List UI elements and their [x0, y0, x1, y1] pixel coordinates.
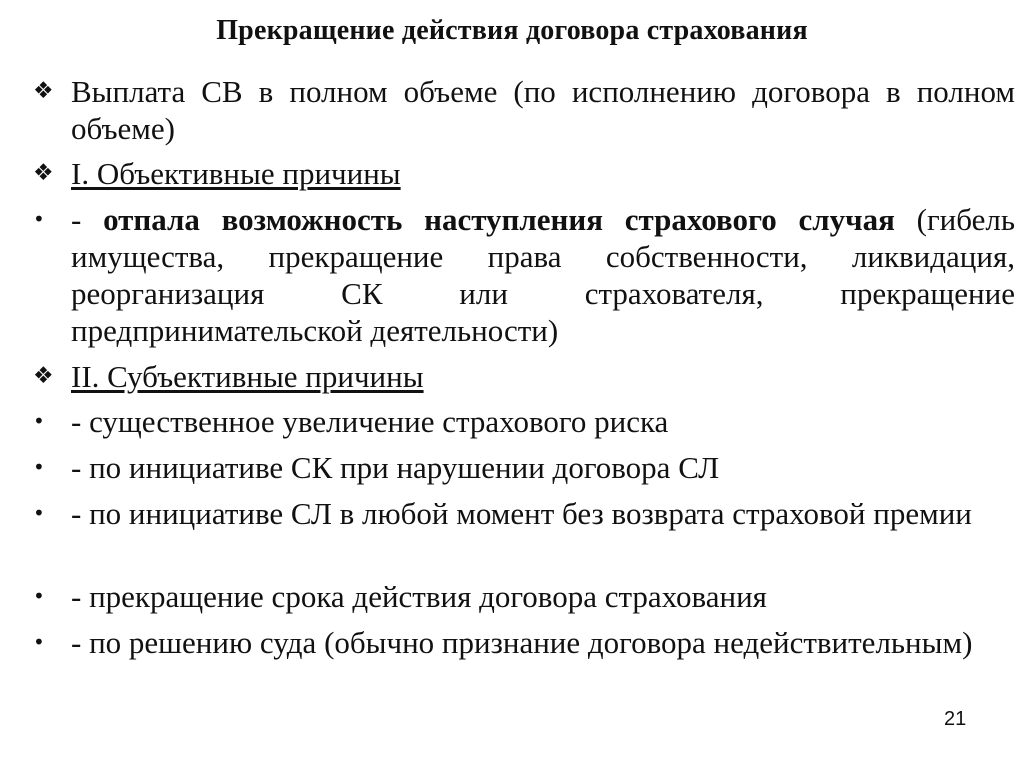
list-item-full-payment — [33, 73, 1015, 147]
item-text: - по инициативе СК при нарушении договора СЛ — [71, 450, 720, 485]
heading-text: II. Субъективные причины — [71, 359, 424, 394]
item-text: - по решению суда (обычно признание договора недействительным) — [71, 625, 973, 660]
list-item-insured-event-impossible — [33, 201, 1015, 349]
item-text: - существенное увеличение страхового риска — [71, 404, 669, 439]
dot-bullet-icon: • — [33, 207, 45, 231]
list-heading-objective-reasons — [33, 155, 1015, 192]
item-text: Выплата СВ в полном объеме (по исполнению договора в полном объеме) — [71, 74, 1015, 146]
item-text — [71, 201, 1015, 349]
diamond-bullet-icon: ❖ — [33, 160, 54, 186]
dot-bullet-icon: • — [33, 630, 45, 654]
list-heading-subjective-reasons — [33, 358, 1015, 395]
dot-bullet-icon: • — [33, 501, 45, 525]
diamond-bullet-icon: ❖ — [33, 78, 54, 104]
item-text: - по инициативе СЛ в любой момент без возврата страховой премии — [71, 496, 972, 531]
slide-title: Прекращение действия договора страхования — [216, 15, 808, 46]
item-prefix: - — [71, 202, 104, 237]
dot-bullet-icon: • — [33, 455, 45, 479]
list-item-risk-increase — [33, 403, 1015, 440]
item-bold-text: отпала возможность наступления страхового случая — [103, 202, 895, 237]
page-number: 21 — [944, 708, 967, 730]
dot-bullet-icon: • — [33, 584, 45, 608]
heading-text: I. Объективные причины — [71, 156, 401, 191]
list-item-term-expiry — [33, 578, 1015, 615]
list-item-insurer-initiative — [33, 449, 1015, 486]
dot-bullet-icon: • — [33, 409, 45, 433]
list-item-court-decision — [33, 624, 1015, 661]
list-item-policyholder-initiative — [33, 495, 1015, 532]
item-rest-text: (гибель имущества, прекращение права собственности, ликвидация, реорганизация СК или страхователя, прекращение предпринимательской деятельности) — [71, 202, 1016, 348]
diamond-bullet-icon: ❖ — [33, 363, 54, 389]
item-text: - прекращение срока действия договора страхования — [71, 579, 767, 614]
